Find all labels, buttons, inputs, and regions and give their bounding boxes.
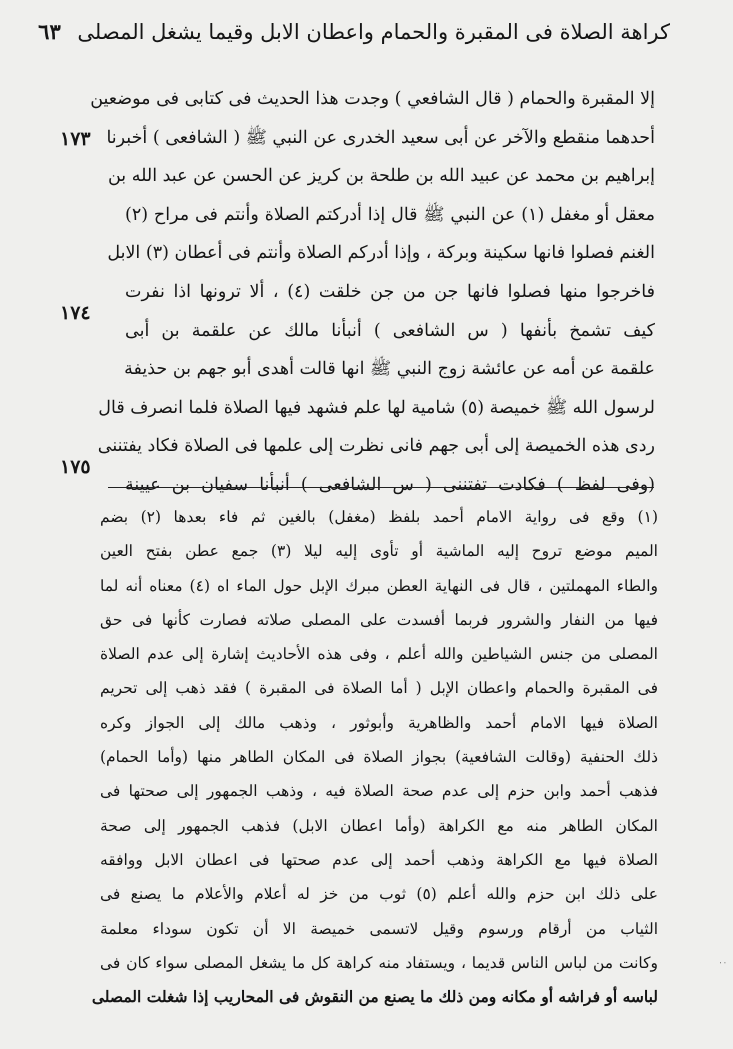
text-line: أحدهما منقطع والآخر عن أبى سعيد الخدرى عن النبي ﷺ ( الشافعى ) أخبرنا	[106, 127, 655, 148]
footnote-line: الميم موضع تروح إليه الماشية أو تأوى إليه ليلا (٣) جمع عطن بفتح العين	[100, 542, 658, 561]
text-line: علقمة عن أمه عن عائشة زوج النبي ﷺ انها قالت أهدى أبو جهم بن حذيفة	[124, 359, 655, 380]
footnote-line: والطاء المهملتين ، قال فى النهاية العطن مبرك الإبل حول الماء اه (٤) معناه أنه لما	[100, 576, 658, 595]
footnote-line: وكانت من لباس الناس قديما ، ويستفاد منه كراهة كل ما يشغل المصلى سواء كان فى	[100, 953, 658, 972]
text-line: كيف تشمخ بأنفها ( س الشافعى ) أنبأنا مالك عن علقمة بن أبى	[125, 320, 655, 341]
text-line: إلا المقبرة والحمام ( قال الشافعي ) وجدت هذا الحديث فى كتابى فى موضعين	[90, 89, 655, 109]
footnote-line: الصلاة فيها مع الكراهة وذهب أحمد إلى عدم صحتها فى اعطان الابل ووافقه	[100, 850, 658, 869]
text-line: (وفى لفظ ) فكادت تفتننى ( س الشافعى ) أنبأنا سفيان بن عيينة	[125, 474, 655, 495]
footnote-line: فى المقبرة والحمام واعطان الإبل ( أما الصلاة فى المقبرة ) فقد ذهب إلى تحريم	[100, 679, 658, 698]
footnote-line: الصلاة فيها الامام أحمد والظاهرية وأبوثور ، وذهب مالك إلى الجواز وكره	[100, 713, 658, 732]
hadith-number: ١٧٤	[60, 302, 91, 324]
hadith-number: ١٧٥	[60, 456, 91, 478]
footnotes	[91, 500, 658, 1014]
footnote-line: لباسه أو فراشه أو مكانه ومن ذلك ما يصنع من النقوش فى المحاريب إذا شغلت المصلى	[91, 987, 658, 1007]
page-number: ٦٣	[38, 19, 61, 44]
header-title: كراهة الصلاة فى المقبرة والحمام واعطان الابل وقيما يشغل المصلى	[77, 20, 670, 44]
running-header	[38, 12, 670, 52]
footnote-line: ذلك الحنفية (وقالت الشافعية) بجواز الصلاة فى المكان الطاهر منها (وأما الحمام)	[100, 748, 658, 767]
main-text	[90, 80, 655, 505]
footnote-line: المكان الطاهر منه مع الكراهة (وأما اعطان الابل) فذهب الجمهور إلى صحة	[100, 816, 658, 835]
footnote-separator	[108, 487, 654, 488]
footnote-line: فيها من النفار والشرور فربما أفسدت على المصلى صلاته فصارت كأنها فى حق	[100, 610, 658, 629]
text-line: الغنم فصلوا فانها سكينة وبركة ، وإذا أدركم الصلاة وأنتم فى أعطان (٣) الابل	[107, 243, 655, 264]
text-line: لرسول الله ﷺ خميصة (٥) شامية لها علم فشهد فيها الصلاة فلما انصرف قال	[98, 397, 655, 418]
text-line: معقل أو مغفل (١) عن النبي ﷺ قال إذا أدركتم الصلاة وأنتم فى مراح (٢)	[125, 204, 655, 225]
footnote-line: فذهب أحمد وابن حزم إلى عدم صحة الصلاة فيه ، وذهب الجمهور إلى صحتها فى	[100, 782, 658, 801]
text-line: إبراهيم بن محمد عن عبيد الله بن طلحة بن كريز عن الحسن عن عبد الله بن	[107, 166, 655, 187]
hadith-number: ١٧٣	[60, 128, 91, 150]
footnote-line: على ذلك ابن حزم والله أعلم (٥) ثوب من خز له أعلام والأعلام ما يصنع فى	[100, 885, 658, 904]
text-line: فاخرجوا منها فصلوا فانها جن من جن خلقت (٤) ، ألا ترونها اذا نفرت	[125, 281, 655, 302]
scan-speck: ٠٠	[718, 958, 727, 967]
footnote-line: المصلى من جنس الشياطين والله أعلم ، وفى هذه الأحاديث إشارة إلى عدم الصلاة	[100, 645, 658, 664]
footnote-line: (١) وقع فى رواية الامام أحمد بلفظ (مغفل) بالغين ثم فاء بعدها (٢) بضم	[100, 508, 658, 526]
text-line: ردى هذه الخميصة إلى أبى جهم فانى نظرت إلى علمها فى الصلاة فكاد يفتننى	[97, 436, 655, 457]
footnote-line: الثياب من أرقام ورسوم وقيل لاتسمى خميصة الا أن تكون سوداء معلمة	[100, 919, 658, 938]
